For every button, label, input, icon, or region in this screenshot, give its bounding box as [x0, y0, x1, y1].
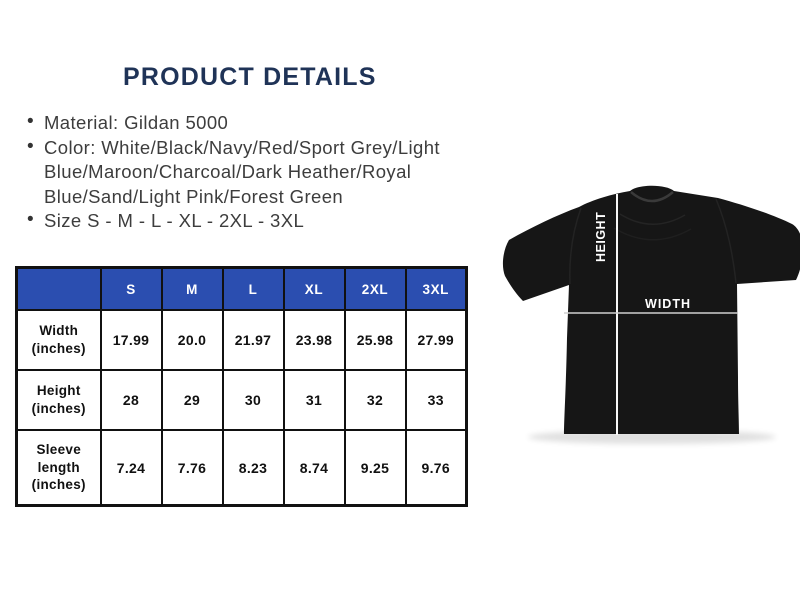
- sleeve-value-xl: 8.74: [284, 430, 345, 506]
- column-header-3xl: 3XL: [406, 268, 467, 311]
- table-row-width: [17, 310, 467, 370]
- sleeve-value-s: 7.24: [101, 430, 162, 506]
- table-row-sleeve-length: [17, 430, 467, 506]
- column-header-l: L: [223, 268, 284, 311]
- sleeve-value-2xl: 9.25: [345, 430, 406, 506]
- size-text: • Size S - M - L - XL - 2XL - 3XL: [44, 210, 305, 231]
- width-axis-label: WIDTH: [645, 297, 691, 311]
- tshirt-size-diagram: [492, 138, 800, 460]
- row-label-height: Height (inches): [17, 370, 101, 430]
- color-text-line2: Blue/Maroon/Charcoal/Dark Heather/Royal: [44, 161, 412, 182]
- column-header-2xl: 2XL: [345, 268, 406, 311]
- product-attributes-list: [27, 111, 489, 234]
- column-header-s: S: [101, 268, 162, 311]
- height-axis-label: HEIGHT: [594, 211, 608, 262]
- tshirt-graphic: [492, 138, 800, 460]
- sleeve-value-l: 8.23: [223, 430, 284, 506]
- color-text-line1: • Color: White/Black/Navy/Red/Sport Grey/Light: [44, 136, 440, 158]
- sleeve-value-3xl: 9.76: [406, 430, 467, 506]
- column-header-xl: XL: [284, 268, 345, 311]
- height-value-xl: 31: [284, 370, 345, 430]
- page-title: PRODUCT DETAILS: [123, 63, 377, 91]
- material-text: • Material: Gildan 5000: [44, 112, 229, 133]
- height-value-2xl: 32: [345, 370, 406, 430]
- material-item: [27, 111, 489, 136]
- width-value-2xl: 25.98: [345, 310, 406, 370]
- row-label-sleeve-length: Sleeve length (inches): [17, 430, 101, 506]
- width-value-l: 21.97: [223, 310, 284, 370]
- size-chart-corner-cell: [17, 268, 101, 311]
- column-header-m: M: [162, 268, 223, 311]
- width-value-m: 20.0: [162, 310, 223, 370]
- width-value-xl: 23.98: [284, 310, 345, 370]
- table-row-height: [17, 370, 467, 430]
- size-item: [27, 209, 489, 234]
- height-value-m: 29: [162, 370, 223, 430]
- size-chart-table: [15, 266, 468, 507]
- row-label-width: Width (inches): [17, 310, 101, 370]
- sleeve-value-m: 7.76: [162, 430, 223, 506]
- width-value-3xl: 27.99: [406, 310, 467, 370]
- height-value-s: 28: [101, 370, 162, 430]
- color-item: [27, 136, 489, 210]
- height-value-l: 30: [223, 370, 284, 430]
- width-value-s: 17.99: [101, 310, 162, 370]
- size-chart-header-row: [17, 268, 467, 311]
- height-value-3xl: 33: [406, 370, 467, 430]
- color-text-line3: Blue/Sand/Light Pink/Forest Green: [44, 185, 344, 207]
